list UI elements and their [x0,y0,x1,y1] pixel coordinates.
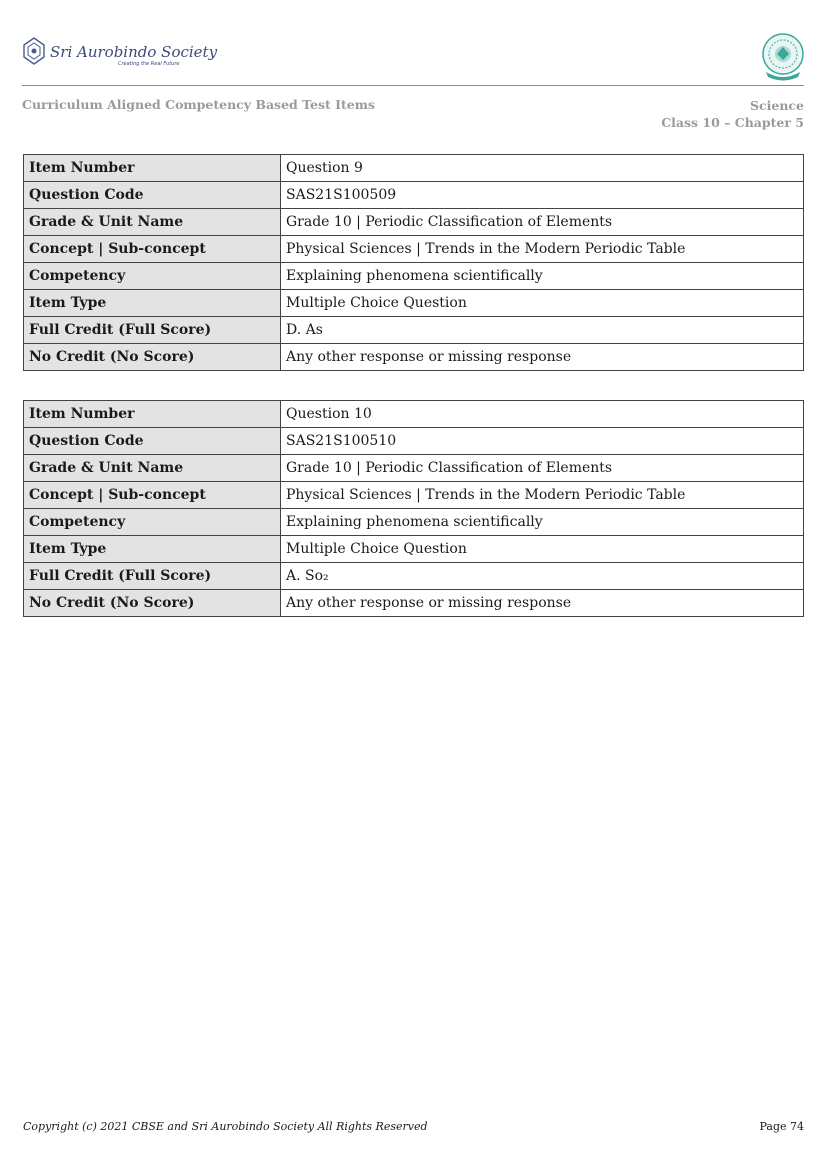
row-label: Item Type [24,290,281,317]
logo-tagline: Creating the Real Future [118,61,180,67]
row-value: Any other response or missing response [281,590,804,617]
row-label: Question Code [24,428,281,455]
row-label: Item Type [24,536,281,563]
table-row [24,209,804,236]
table-row [24,263,804,290]
row-value: Physical Sciences | Trends in the Modern Periodic Table [281,482,804,509]
row-value: Grade 10 | Periodic Classification of Elements [281,455,804,482]
cbse-emblem-icon [760,32,806,82]
page-number: Page 74 [759,1120,804,1133]
row-value: Explaining phenomena scientifically [281,509,804,536]
table-row [24,155,804,182]
row-value: Question 10 [281,401,804,428]
row-label: Question Code [24,182,281,209]
document-subtitle: Curriculum Aligned Competency Based Test Items [22,97,375,112]
table-row [24,455,804,482]
row-value: Physical Sciences | Trends in the Modern Periodic Table [281,236,804,263]
table-row [24,509,804,536]
row-label: Item Number [24,401,281,428]
question-10-table [23,400,804,617]
header-divider [22,85,804,86]
subject-label: Science [750,98,804,113]
row-label: Full Credit (Full Score) [24,563,281,590]
row-value: Any other response or missing response [281,344,804,371]
table-row [24,182,804,209]
table-row [24,590,804,617]
table-row [24,401,804,428]
table-row [24,236,804,263]
table-row [24,563,804,590]
row-value: Explaining phenomena scientifically [281,263,804,290]
logo-wordmark: Sri Aurobindo Society [50,43,218,61]
sri-aurobindo-society-logo [22,36,218,68]
row-label: No Credit (No Score) [24,590,281,617]
row-value: Question 9 [281,155,804,182]
row-label: Full Credit (Full Score) [24,317,281,344]
row-label: Grade & Unit Name [24,455,281,482]
row-value: SAS21S100510 [281,428,804,455]
row-label: Concept | Sub-concept [24,236,281,263]
row-value: Multiple Choice Question [281,290,804,317]
row-value: Multiple Choice Question [281,536,804,563]
copyright-notice: Copyright (c) 2021 CBSE and Sri Aurobindo Society All Rights Reserved [23,1120,428,1133]
question-9-table [23,154,804,371]
row-label: Concept | Sub-concept [24,482,281,509]
row-label: Item Number [24,155,281,182]
table-row [24,536,804,563]
table-row [24,482,804,509]
row-value: SAS21S100509 [281,182,804,209]
row-label: No Credit (No Score) [24,344,281,371]
subject-info [661,97,804,131]
row-label: Grade & Unit Name [24,209,281,236]
table-row [24,317,804,344]
row-value: Grade 10 | Periodic Classification of Elements [281,209,804,236]
row-label: Competency [24,263,281,290]
table-row [24,428,804,455]
class-chapter-label: Class 10 – Chapter 5 [661,115,804,130]
row-label: Competency [24,509,281,536]
table-row [24,344,804,371]
society-emblem-icon [24,38,44,64]
row-value: D. As [281,317,804,344]
row-value: A. So₂ [281,563,804,590]
table-row [24,290,804,317]
